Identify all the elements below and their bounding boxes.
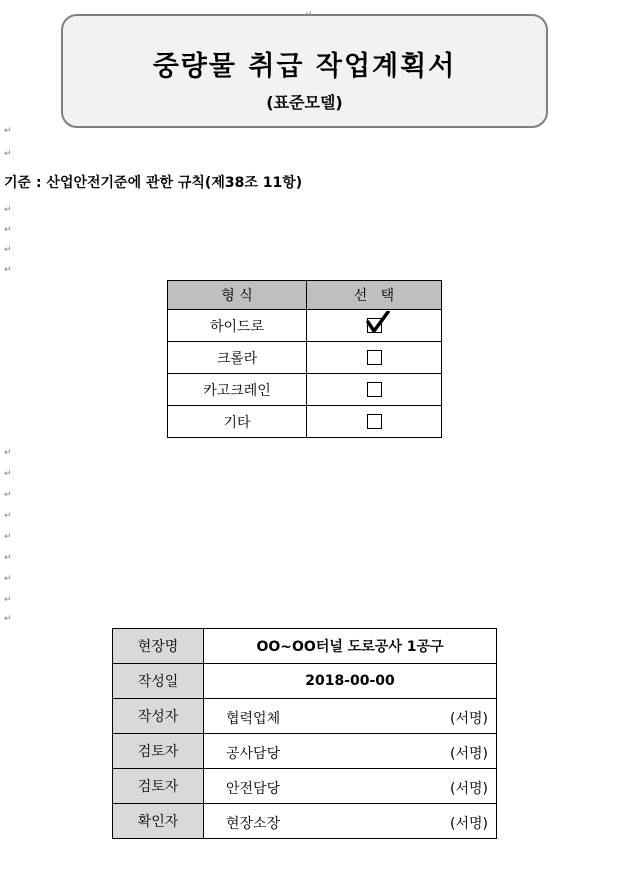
paragraph-mark: ↵: [4, 245, 12, 255]
paragraph-mark: ↵: [4, 614, 12, 624]
paragraph-mark: ↵: [4, 265, 12, 275]
table-row: [113, 664, 497, 699]
table-row: [113, 734, 497, 769]
signature-field: (서명): [450, 746, 488, 762]
table-row: [113, 699, 497, 734]
table-row: [113, 629, 497, 664]
signer-role: 검토자: [113, 734, 204, 769]
document-info-table: [112, 628, 497, 839]
checkmark-icon: [366, 311, 390, 333]
paragraph-mark: ↵: [4, 595, 12, 605]
signer-role: 확인자: [113, 804, 204, 839]
signer-cell[interactable]: [204, 734, 497, 769]
date-value[interactable]: 2018-00-00: [204, 664, 497, 699]
type-label: 하이드로: [168, 310, 307, 342]
site-name-label: 현장명: [113, 629, 204, 664]
table-header-row: [168, 281, 442, 310]
checkbox[interactable]: [367, 382, 382, 397]
paragraph-mark: ↵: [4, 553, 12, 563]
table-row: [168, 310, 442, 342]
paragraph-mark: ↵: [4, 225, 12, 235]
title-box: [61, 14, 548, 128]
select-cell: [307, 310, 442, 342]
signer-cell[interactable]: [204, 699, 497, 734]
paragraph-mark: ↵: [4, 126, 12, 136]
date-label: 작성일: [113, 664, 204, 699]
signer-cell[interactable]: [204, 769, 497, 804]
signer-name: 공사담당: [226, 746, 281, 762]
checkbox[interactable]: [367, 414, 382, 429]
table-row: [168, 342, 442, 374]
signer-name: 협력업체: [226, 711, 281, 727]
signer-cell[interactable]: [204, 804, 497, 839]
select-cell: [307, 342, 442, 374]
type-label: 기타: [168, 406, 307, 438]
paragraph-mark: ↵: [4, 469, 12, 479]
header-type: 형 식: [168, 281, 307, 310]
type-label: 카고크레인: [168, 374, 307, 406]
header-select: 선 택: [307, 281, 442, 310]
paragraph-mark: ↵: [4, 149, 12, 159]
signer-name: 안전담당: [226, 781, 281, 797]
signer-name: 현장소장: [226, 816, 281, 832]
basis-label: 기준: [4, 175, 32, 191]
select-cell: [307, 406, 442, 438]
checkbox[interactable]: [367, 350, 382, 365]
table-row: [113, 769, 497, 804]
paragraph-mark: ↵: [4, 490, 12, 500]
signature-field: (서명): [450, 711, 488, 727]
type-selection-table: [167, 280, 442, 438]
table-row: [113, 804, 497, 839]
paragraph-mark: ↵: [4, 448, 12, 458]
basis-text: 산업안전기준에 관한 규칙(제38조 11항): [46, 175, 303, 191]
document-subtitle: (표준모델): [266, 93, 343, 112]
paragraph-mark: ↵: [4, 511, 12, 521]
signer-role: 검토자: [113, 769, 204, 804]
signature-field: (서명): [450, 816, 488, 832]
checkbox-checked[interactable]: [367, 318, 382, 333]
basis-separator: :: [35, 175, 42, 191]
type-label: 크롤라: [168, 342, 307, 374]
paragraph-mark: ↵: [4, 574, 12, 584]
table-row: [168, 374, 442, 406]
regulation-basis: [4, 172, 302, 192]
site-name-value[interactable]: OO~OO터널 도로공사 1공구: [204, 629, 497, 664]
document-title: 중량물 취급 작업계획서: [152, 51, 457, 82]
signer-role: 작성자: [113, 699, 204, 734]
signature-field: (서명): [450, 781, 488, 797]
paragraph-mark: ↵: [4, 205, 12, 215]
table-row: [168, 406, 442, 438]
paragraph-mark: ↵: [4, 532, 12, 542]
select-cell: [307, 374, 442, 406]
